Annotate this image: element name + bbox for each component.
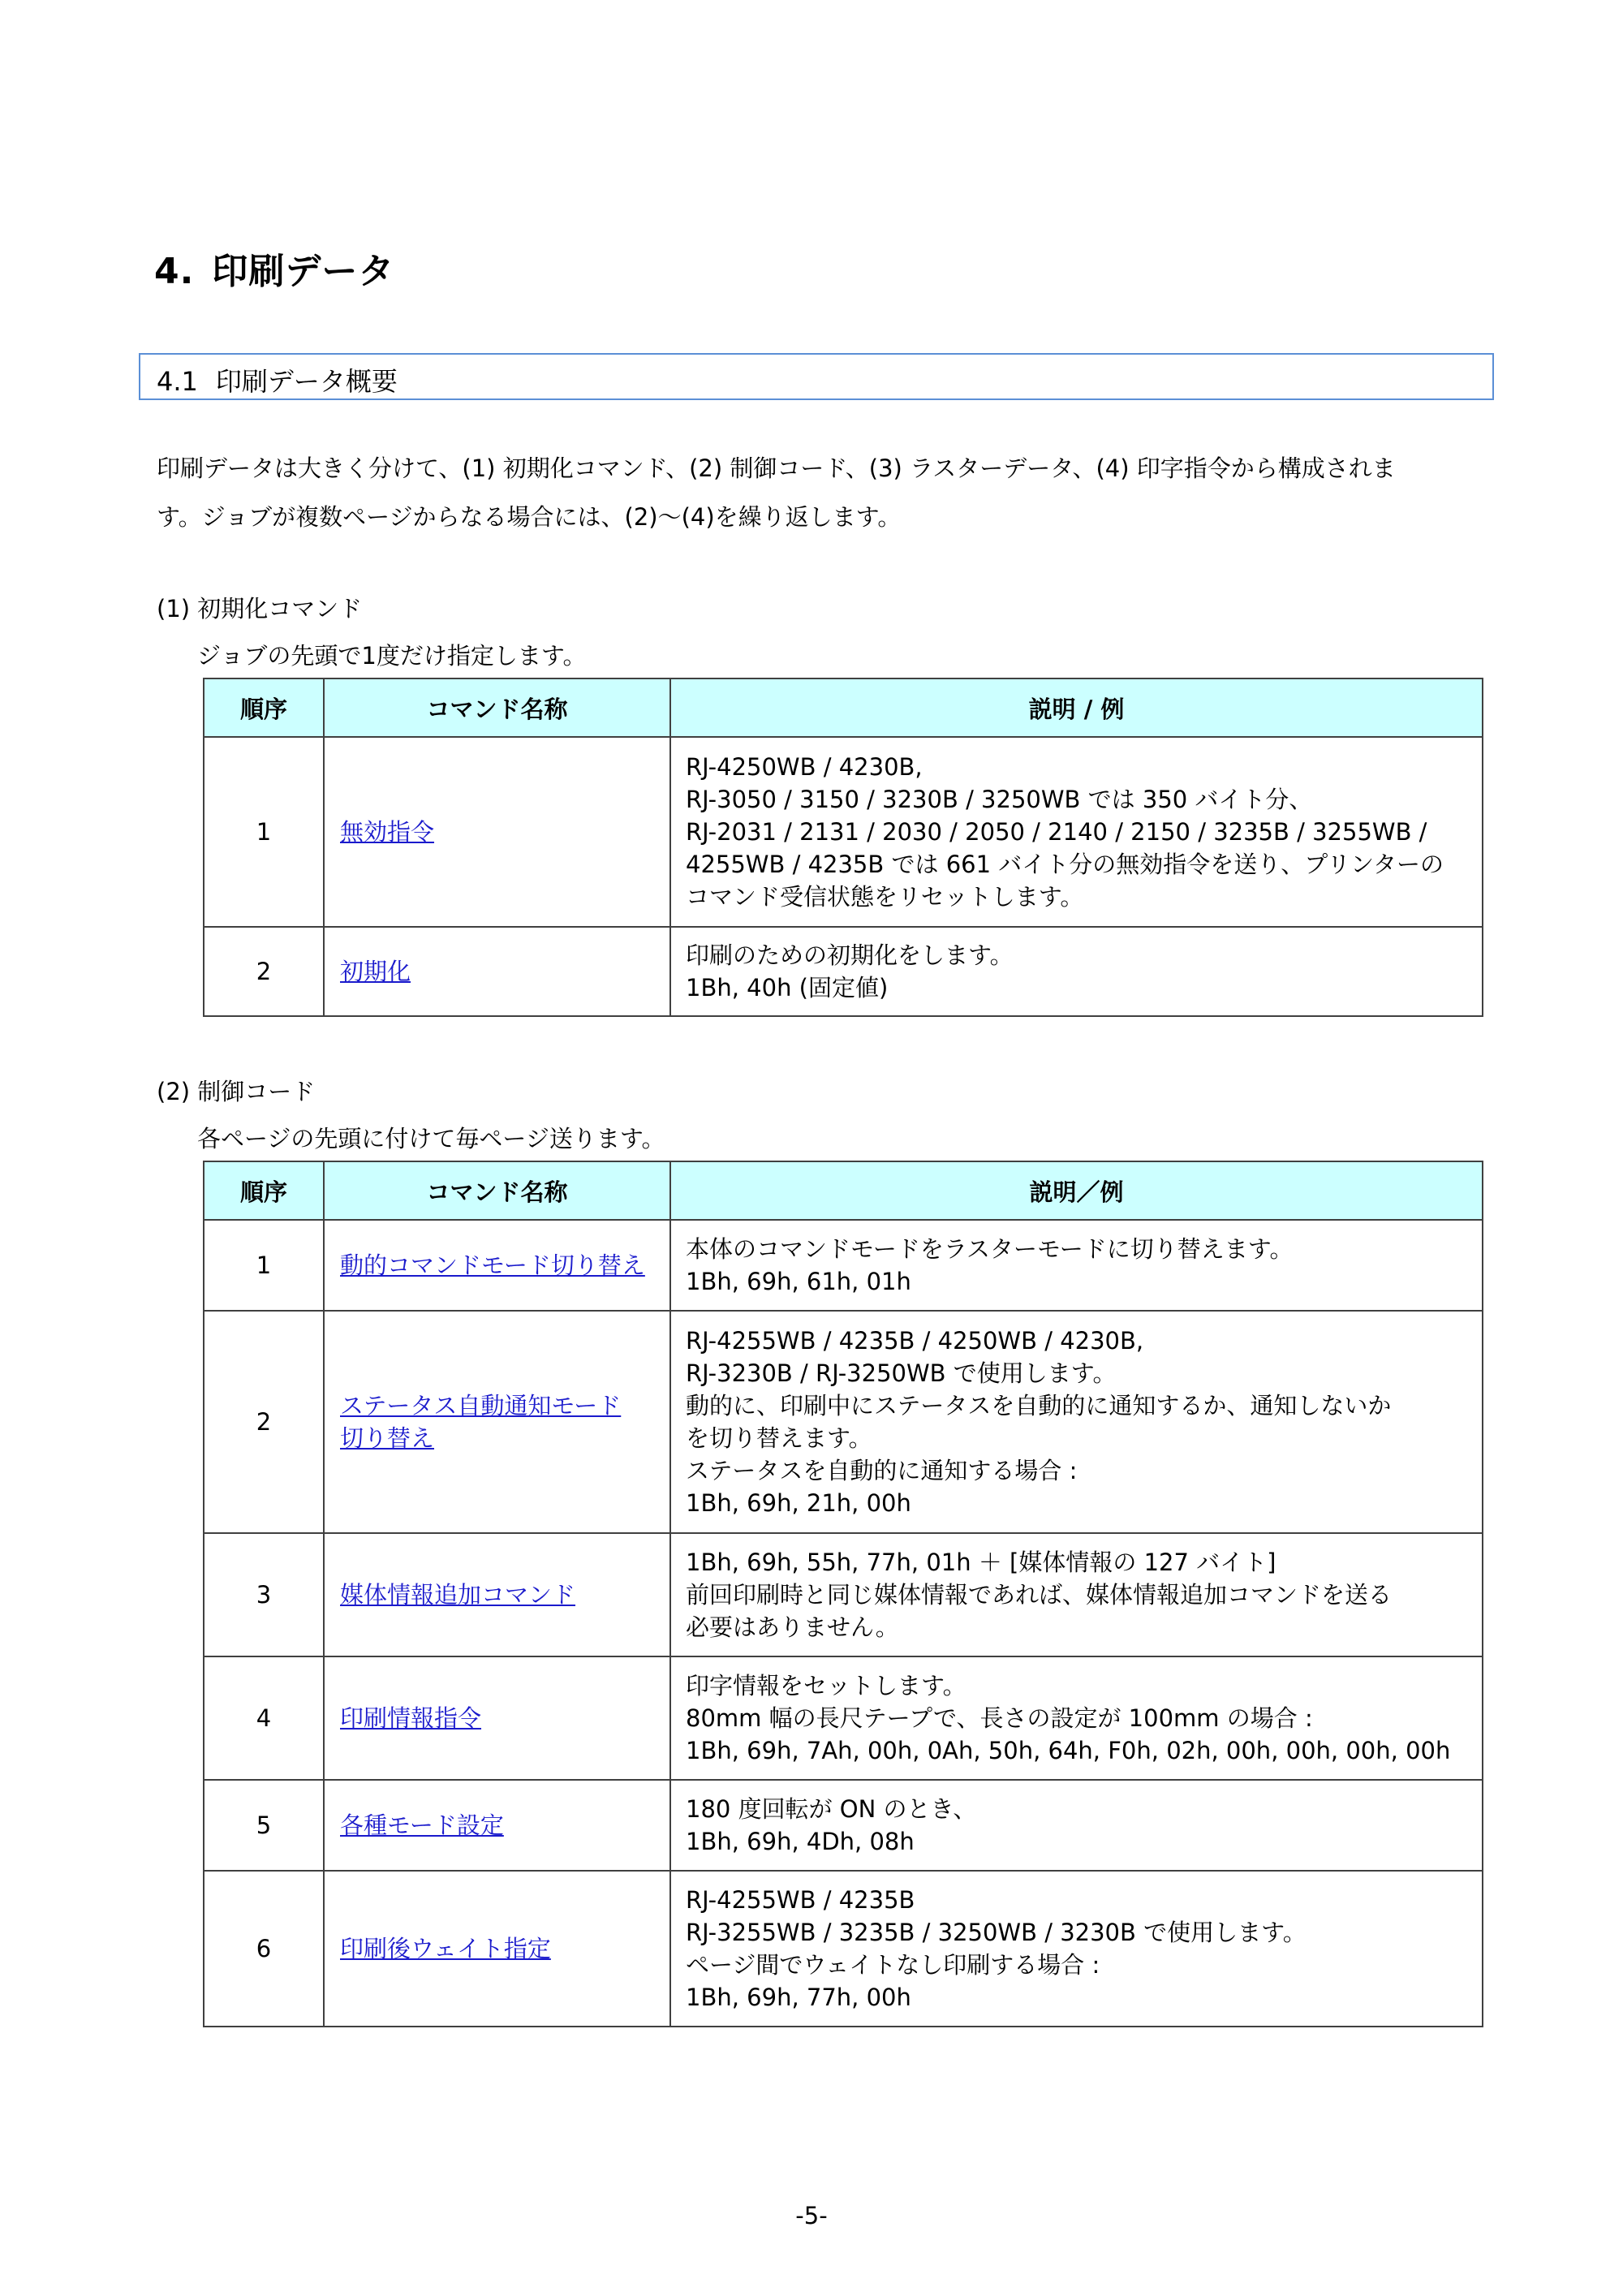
command-link-status-notification-2[interactable]: 切り替え <box>340 1424 435 1452</box>
column-header-description: 説明／例 <box>670 1161 1483 1220</box>
table-row <box>204 737 1483 927</box>
column-header-command-name: コマンド名称 <box>324 678 670 737</box>
description-line: RJ-4250WB / 4230B, <box>686 753 923 781</box>
description-line: RJ-3255WB / 3235B / 3250WB / 3230B で使用します。 <box>686 1919 1307 1946</box>
description-line: 印刷のための初期化をします。 <box>686 941 1014 969</box>
description-line: 動的に、印刷中にステータスを自動的に通知するか、通知しないか <box>686 1392 1392 1419</box>
command-link-dynamic-mode[interactable]: 動的コマンドモード切り替え <box>340 1251 645 1279</box>
command-name-cell <box>324 1780 670 1871</box>
column-header-order: 順序 <box>204 1161 324 1220</box>
table-row <box>204 1871 1483 2027</box>
description-line: RJ-2031 / 2131 / 2030 / 2050 / 2140 / 2150 / 3235B / 3255WB / <box>686 818 1427 846</box>
table-row <box>204 1533 1483 1656</box>
control-codes-table <box>203 1161 1483 2027</box>
control-codes-title: (2) 制御コード <box>157 1078 316 1105</box>
row-order: 3 <box>204 1533 324 1656</box>
description-cell <box>670 1220 1483 1311</box>
description-line: RJ-4255WB / 4235B / 4250WB / 4230B, <box>686 1327 1144 1355</box>
table-header-row <box>204 678 1483 737</box>
description-line: 必要はありません。 <box>686 1613 899 1641</box>
chapter-heading <box>154 242 394 294</box>
command-name-cell <box>324 1533 670 1656</box>
description-cell <box>670 1311 1483 1533</box>
chapter-number: 4. <box>154 251 195 292</box>
description-line: 1Bh, 69h, 4Dh, 08h <box>686 1828 915 1855</box>
description-line: 前回印刷時と同じ媒体情報であれば、媒体情報追加コマンドを送る <box>686 1581 1393 1609</box>
table-row <box>204 1656 1483 1780</box>
table-row <box>204 1311 1483 1533</box>
command-name-cell <box>324 927 670 1016</box>
row-order: 2 <box>204 1311 324 1533</box>
table-row <box>204 927 1483 1016</box>
init-commands-table <box>203 678 1483 1017</box>
command-name-cell <box>324 1220 670 1311</box>
command-name-cell <box>324 1656 670 1780</box>
command-name-cell <box>324 1871 670 2027</box>
description-line: 1Bh, 69h, 21h, 00h <box>686 1489 911 1517</box>
description-cell <box>670 1533 1483 1656</box>
section-title: 印刷データ概要 <box>215 366 398 397</box>
init-commands-description: ジョブの先頭で1度だけ指定します。 <box>197 642 587 670</box>
chapter-title: 印刷データ <box>212 251 395 292</box>
description-cell <box>670 927 1483 1016</box>
description-line: を切り替えます。 <box>686 1424 872 1452</box>
section-heading-box <box>139 353 1494 400</box>
row-order: 1 <box>204 1220 324 1311</box>
description-cell <box>670 1871 1483 2027</box>
table-row <box>204 1780 1483 1871</box>
column-header-order: 順序 <box>204 678 324 737</box>
description-line: RJ-3050 / 3150 / 3230B / 3250WB では 350 バイト分、 <box>686 786 1313 813</box>
description-line: 1Bh, 69h, 77h, 00h <box>686 1984 911 2011</box>
table-header-row <box>204 1161 1483 1220</box>
command-link-initialize[interactable]: 初期化 <box>340 958 411 985</box>
description-line: 80mm 幅の長尺テープで、長さの設定が 100mm の場合 : <box>686 1704 1313 1732</box>
command-name-cell <box>324 1311 670 1533</box>
description-line: 印字情報をセットします。 <box>686 1672 966 1699</box>
description-line: 本体のコマンドモードをラスターモードに切り替えます。 <box>686 1235 1294 1263</box>
intro-line-1: 印刷データは大きく分けて、(1) 初期化コマンド、(2) 制御コード、(3) ラスターデータ、(4) 印字指令から構成されま <box>157 454 1396 482</box>
column-header-description: 説明 / 例 <box>670 678 1483 737</box>
command-link-post-print-wait[interactable]: 印刷後ウェイト指定 <box>340 1935 551 1962</box>
description-cell <box>670 1780 1483 1871</box>
description-line: 1Bh, 69h, 61h, 01h <box>686 1268 911 1295</box>
row-order: 5 <box>204 1780 324 1871</box>
row-order: 2 <box>204 927 324 1016</box>
table-row <box>204 1220 1483 1311</box>
description-line: 1Bh, 40h (固定値) <box>686 974 889 1002</box>
description-cell <box>670 1656 1483 1780</box>
row-order: 4 <box>204 1656 324 1780</box>
intro-paragraph <box>157 444 1504 541</box>
row-order: 6 <box>204 1871 324 2027</box>
description-line: 1Bh, 69h, 55h, 77h, 01h ＋ [媒体情報の 127 バイト] <box>686 1549 1276 1576</box>
description-line: RJ-3230B / RJ-3250WB で使用します。 <box>686 1359 1117 1387</box>
command-link-mode-settings[interactable]: 各種モード設定 <box>340 1811 504 1839</box>
command-link-status-notification[interactable]: ステータス自動通知モード <box>340 1392 622 1419</box>
intro-line-2: す。ジョブが複数ページからなる場合には、(2)〜(4)を繰り返します。 <box>157 503 902 531</box>
control-codes-description: 各ページの先頭に付けて毎ページ送ります。 <box>197 1125 665 1152</box>
page-number: -5- <box>795 2202 828 2229</box>
command-link-print-info[interactable]: 印刷情報指令 <box>340 1704 482 1732</box>
command-name-cell <box>324 737 670 927</box>
command-link-invalidate[interactable]: 無効指令 <box>340 818 435 846</box>
description-line: 180 度回転が ON のとき、 <box>686 1795 977 1823</box>
description-cell <box>670 737 1483 927</box>
column-header-command-name: コマンド名称 <box>324 1161 670 1220</box>
row-order: 1 <box>204 737 324 927</box>
section-number: 4.1 <box>157 366 198 397</box>
description-line: ステータスを自動的に通知する場合 : <box>686 1457 1078 1484</box>
description-line: 1Bh, 69h, 7Ah, 00h, 0Ah, 50h, 64h, F0h, 02h, 00h, 00h, 00h, 00h <box>686 1737 1451 1764</box>
init-commands-title: (1) 初期化コマンド <box>157 595 363 622</box>
description-line: コマンド受信状態をリセットします。 <box>686 883 1084 911</box>
command-link-media-info[interactable]: 媒体情報追加コマンド <box>340 1581 576 1609</box>
section-heading <box>157 361 398 398</box>
description-line: ページ間でウェイトなし印刷する場合 : <box>686 1951 1100 1979</box>
description-line: 4255WB / 4235B では 661 バイト分の無効指令を送り、プリンターの <box>686 851 1444 878</box>
description-line: RJ-4255WB / 4235B <box>686 1886 915 1914</box>
